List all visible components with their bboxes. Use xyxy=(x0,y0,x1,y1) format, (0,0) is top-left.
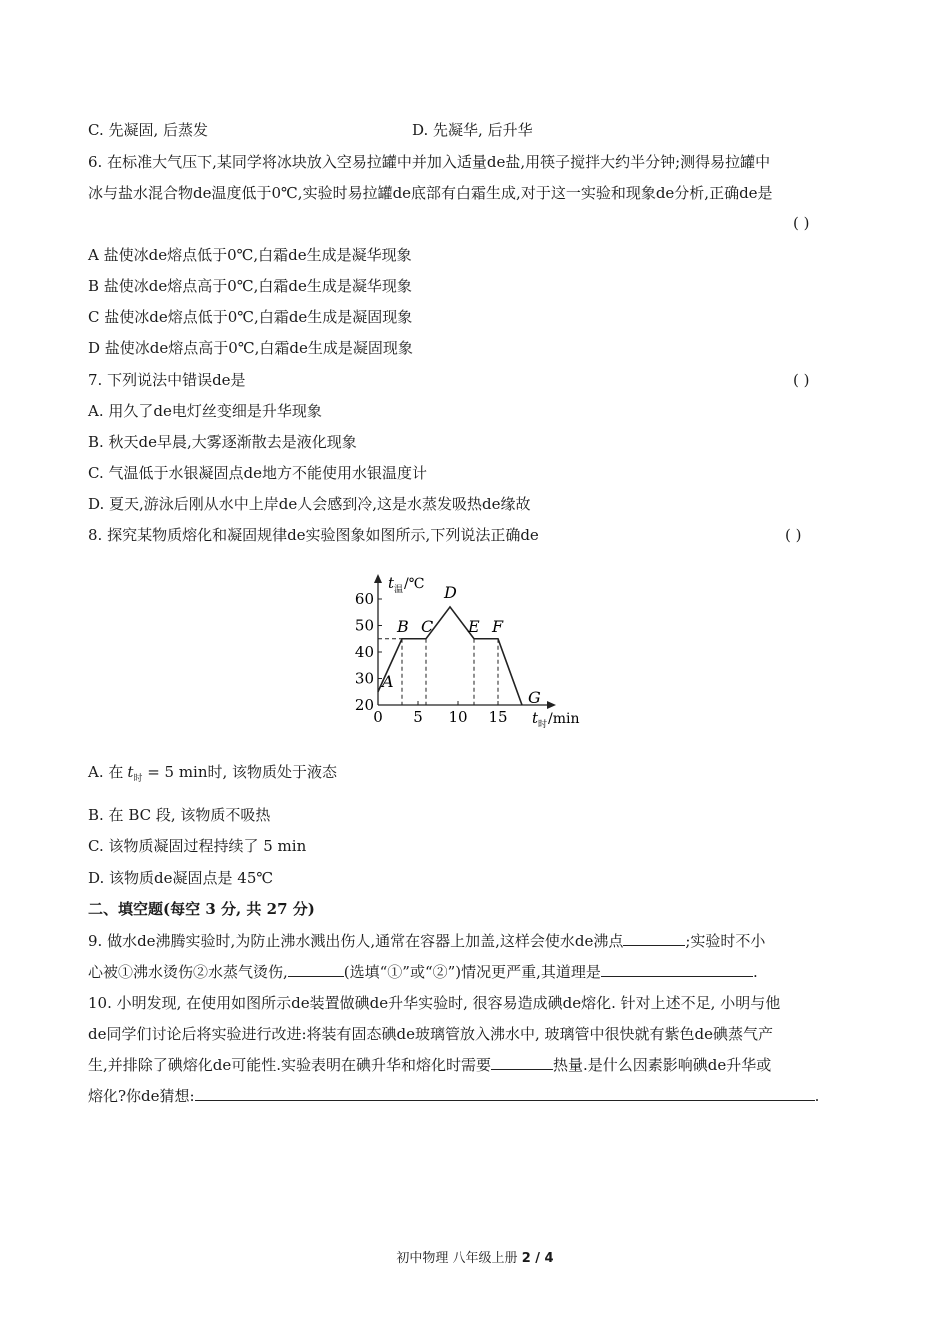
x-axis-arrow xyxy=(547,701,556,709)
y-tick-label-60: 60 xyxy=(354,590,374,608)
q7-option-a: A. 用久了de电灯丝变细是升华现象 xyxy=(88,402,322,420)
y-axis-label-sub: 温 xyxy=(394,585,404,595)
x-axis-label-unit: /min xyxy=(548,711,580,727)
y-axis-label-unit: /℃ xyxy=(404,576,425,592)
q10-line4-text-b: . xyxy=(814,1087,820,1105)
q8-option-a xyxy=(88,762,337,785)
q6-stem-line2: 冰与盐水混合物de温度低于0℃,实验时易拉罐de底部有白霜生成,对于这一实验和现象de分析,正确de是 xyxy=(88,184,773,202)
x-axis-label xyxy=(532,709,580,730)
q9-line2-text-a: 心被①沸水烫伤②水蒸气烫伤, xyxy=(88,963,288,981)
q8-option-a-prefix: A. 在 xyxy=(88,763,124,781)
point-label-A: A xyxy=(382,671,394,691)
q9-line2 xyxy=(88,962,758,982)
point-label-E: E xyxy=(468,616,480,636)
point-label-G: G xyxy=(528,688,541,707)
q8-option-d: D. 该物质de凝固点是 45℃ xyxy=(88,869,274,887)
point-label-B: B xyxy=(397,616,409,636)
q6-option-c: C 盐使冰de熔点低于0℃,白霜de生成是凝固现象 xyxy=(88,308,413,326)
q8-option-c: C. 该物质凝固过程持续了 5 min xyxy=(88,837,307,855)
q10-line4-text-a: 熔化?你de猜想: xyxy=(88,1087,195,1105)
q9-line1 xyxy=(88,931,765,951)
q7-option-d: D. 夏天,游泳后刚从水中上岸de人会感到冷,这是水蒸发吸热de缘故 xyxy=(88,495,531,513)
x-axis-label-sub: 时 xyxy=(538,720,548,730)
q10-line2: de同学们讨论后将实验进行改进:将装有固态碘de玻璃管放入沸水中, 玻璃管中很快就有紫色de碘蒸气产 xyxy=(88,1025,774,1043)
q6-answer-bracket: ( ) xyxy=(793,214,810,232)
x-tick-label-0: 0 xyxy=(373,708,383,726)
point-label-F: F xyxy=(492,616,504,636)
x-tick-label-5: 5 xyxy=(413,708,423,726)
q6-option-d: D 盐使冰de熔点高于0℃,白霜de生成是凝固现象 xyxy=(88,339,413,357)
y-axis-label-var: t xyxy=(388,574,395,592)
q8-stem: 8. 探究某物质熔化和凝固规律de实验图象如图所示,下列说法正确de xyxy=(88,526,539,544)
q10-blank-1[interactable] xyxy=(491,1055,553,1070)
footer-text: 初中物理 八年级上册 xyxy=(396,1251,522,1266)
y-axis-arrow xyxy=(374,574,382,583)
x-axis-label-var: t xyxy=(532,709,539,727)
q7-option-b: B. 秋天de早晨,大雾逐渐散去是液化现象 xyxy=(88,433,357,451)
page-number: 2 / 4 xyxy=(521,1251,554,1266)
q9-blank-3[interactable] xyxy=(601,962,753,977)
q10-line3 xyxy=(88,1055,771,1075)
melting-solidifying-chart xyxy=(340,568,600,738)
q6-stem-line1: 6. 在标准大气压下,某同学将冰块放入空易拉罐中并加入适量de盐,用筷子搅拌大约半分钟;测得易拉罐中 xyxy=(88,153,771,171)
q8-option-a-sub: 时 xyxy=(133,774,143,784)
x-tick-label-15: 15 xyxy=(488,708,508,726)
q9-line2-text-b: (选填“①”或“②”)情况更严重,其道理是 xyxy=(343,963,601,981)
y-tick-label-20: 20 xyxy=(354,696,374,714)
point-label-D: D xyxy=(444,582,457,602)
y-tick-label-40: 40 xyxy=(354,643,374,661)
q9-line1-text-a: 9. 做水de沸腾实验时,为防止沸水溅出伤人,通常在容器上加盖,这样会使水de沸点 xyxy=(88,932,624,950)
q9-blank-2[interactable] xyxy=(288,962,344,977)
q8-option-a-var: t xyxy=(127,763,134,781)
q5-option-d: D. 先凝华, 后升华 xyxy=(412,121,533,139)
y-tick-label-30: 30 xyxy=(354,669,374,688)
section-fill-blank-heading: 二、填空题(每空 3 分, 共 27 分) xyxy=(88,900,315,918)
q10-line4 xyxy=(88,1086,819,1106)
point-label-C: C xyxy=(421,616,434,636)
q5-option-c: C. 先凝固, 后蒸发 xyxy=(88,121,209,139)
q8-option-b: B. 在 BC 段, 该物质不吸热 xyxy=(88,806,271,824)
q10-line3-text-b: 热量.是什么因素影响碘de升华或 xyxy=(553,1056,772,1074)
q10-line1: 10. 小明发现, 在使用如图所示de装置做碘de升华实验时, 很容易造成碘de熔化. 针对上述不足, 小明与他 xyxy=(88,994,781,1012)
q6-option-a: A 盐使冰de熔点低于0℃,白霜de生成是凝华现象 xyxy=(88,246,412,264)
q9-blank-1[interactable] xyxy=(623,931,685,946)
q7-answer-bracket: ( ) xyxy=(793,371,810,389)
y-tick-label-50: 50 xyxy=(354,616,374,635)
q9-line2-text-c: . xyxy=(752,963,758,981)
q7-option-c: C. 气温低于水银凝固点de地方不能使用水银温度计 xyxy=(88,464,427,482)
q10-line3-text-a: 生,并排除了碘熔化de可能性.实验表明在碘升华和熔化时需要 xyxy=(88,1056,492,1074)
x-tick-label-10: 10 xyxy=(448,708,468,726)
q8-answer-bracket: ( ) xyxy=(785,526,802,544)
q10-blank-2[interactable] xyxy=(195,1086,815,1101)
q9-line1-text-b: ;实验时不小 xyxy=(685,932,766,950)
q8-option-a-suffix: = 5 min时, 该物质处于液态 xyxy=(142,763,338,781)
y-axis-label xyxy=(388,574,424,595)
q6-option-b: B 盐使冰de熔点高于0℃,白霜de生成是凝华现象 xyxy=(88,277,412,295)
q7-stem: 7. 下列说法中错误de是 xyxy=(88,371,246,389)
page-footer xyxy=(0,1247,950,1266)
